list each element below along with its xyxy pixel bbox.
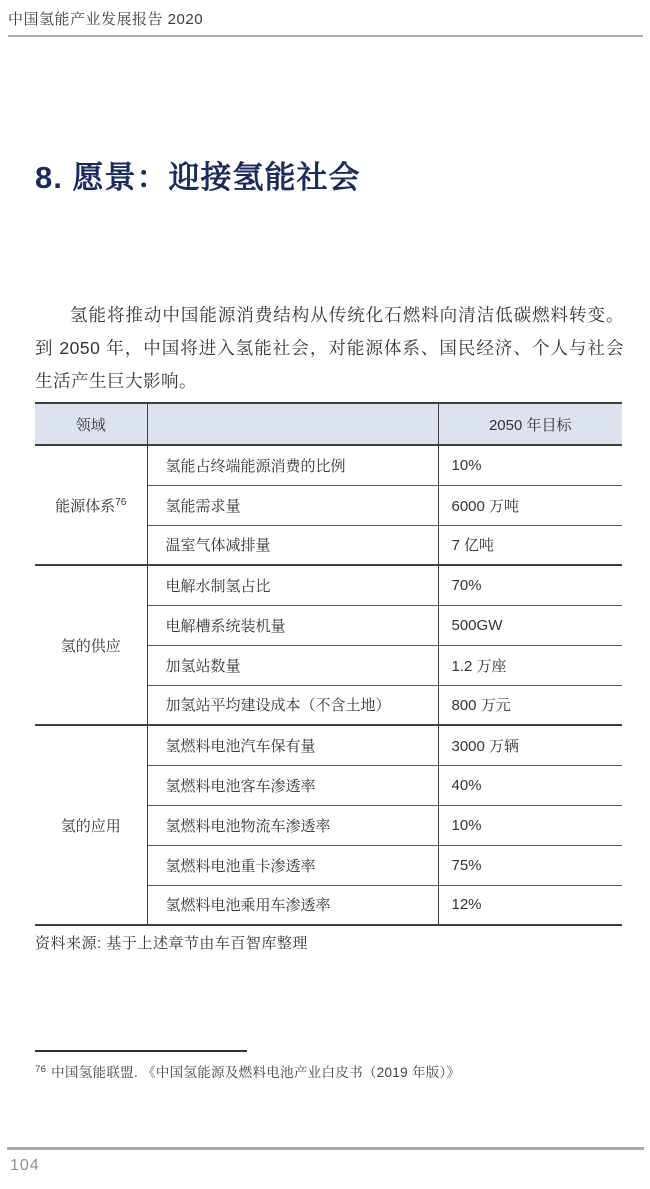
intro-paragraph: 氢能将推动中国能源消费结构从传统化石燃料向清洁低碳燃料转变。到 2050 年，中国将进入氢能社会，对能源体系、国民经济、个人与社会生活产生巨大影响。	[35, 305, 624, 391]
footnote-text: 中国氢能联盟. 《中国氢能源及燃料电池产业白皮书（2019 年版）》	[51, 1065, 461, 1080]
table-body	[35, 445, 622, 925]
table-header-row	[35, 403, 622, 445]
table-cell-indicator: 氢燃料电池重卡渗透率	[147, 845, 438, 885]
table-cell-target: 10%	[438, 445, 622, 485]
table-cell-indicator: 氢燃料电池汽车保有量	[147, 725, 438, 765]
table-cell-target: 800 万元	[438, 685, 622, 725]
table-cell-domain: 氢的供应	[35, 565, 147, 725]
table-cell-indicator: 氢能需求量	[147, 485, 438, 525]
table-cell-indicator: 电解槽系统装机量	[147, 605, 438, 645]
table-cell-indicator: 氢燃料电池物流车渗透率	[147, 805, 438, 845]
footnote-ref-marker: 76	[115, 496, 127, 508]
table-cell-indicator: 氢能占终端能源消费的比例	[147, 445, 438, 485]
footer-rule	[7, 1147, 644, 1150]
table-row	[35, 725, 622, 765]
table-cell-target: 10%	[438, 805, 622, 845]
footnote-separator	[35, 1050, 247, 1052]
table-cell-target: 3000 万辆	[438, 725, 622, 765]
table-cell-indicator: 加氢站平均建设成本（不含土地）	[147, 685, 438, 725]
col-header-domain: 领域	[35, 403, 147, 445]
targets-table	[35, 402, 622, 926]
table-row	[35, 445, 622, 485]
table-cell-domain: 能源体系$^{76}$	[35, 445, 147, 565]
page-number: 104	[10, 1157, 40, 1174]
table-cell-target: 12%	[438, 885, 622, 925]
table-cell-target: 7 亿吨	[438, 525, 622, 565]
col-header-target: 2050 年目标	[438, 403, 622, 445]
table-cell-indicator: 电解水制氢占比	[147, 565, 438, 605]
table-cell-target: 6000 万吨	[438, 485, 622, 525]
footnote-ref-number: 76	[35, 1063, 47, 1075]
col-header-indicator	[147, 403, 438, 445]
table-row	[35, 565, 622, 605]
table-cell-indicator: 氢燃料电池客车渗透率	[147, 765, 438, 805]
table-cell-indicator: 温室气体减排量	[147, 525, 438, 565]
table-cell-target: 40%	[438, 765, 622, 805]
table-cell-target: 500GW	[438, 605, 622, 645]
header-rule	[8, 35, 643, 37]
source-note: 资料来源: 基于上述章节由车百智库整理	[35, 935, 308, 952]
footnote	[35, 1061, 620, 1081]
table-cell-target: 1.2 万座	[438, 645, 622, 685]
running-header: 中国氢能产业发展报告 2020	[8, 11, 204, 28]
table-cell-indicator: 加氢站数量	[147, 645, 438, 685]
table-cell-target: 75%	[438, 845, 622, 885]
table-cell-domain: 氢的应用	[35, 725, 147, 925]
section-title: 8. 愿景：迎接氢能社会	[35, 160, 361, 195]
table-cell-target: 70%	[438, 565, 622, 605]
table-cell-indicator: 氢燃料电池乘用车渗透率	[147, 885, 438, 925]
